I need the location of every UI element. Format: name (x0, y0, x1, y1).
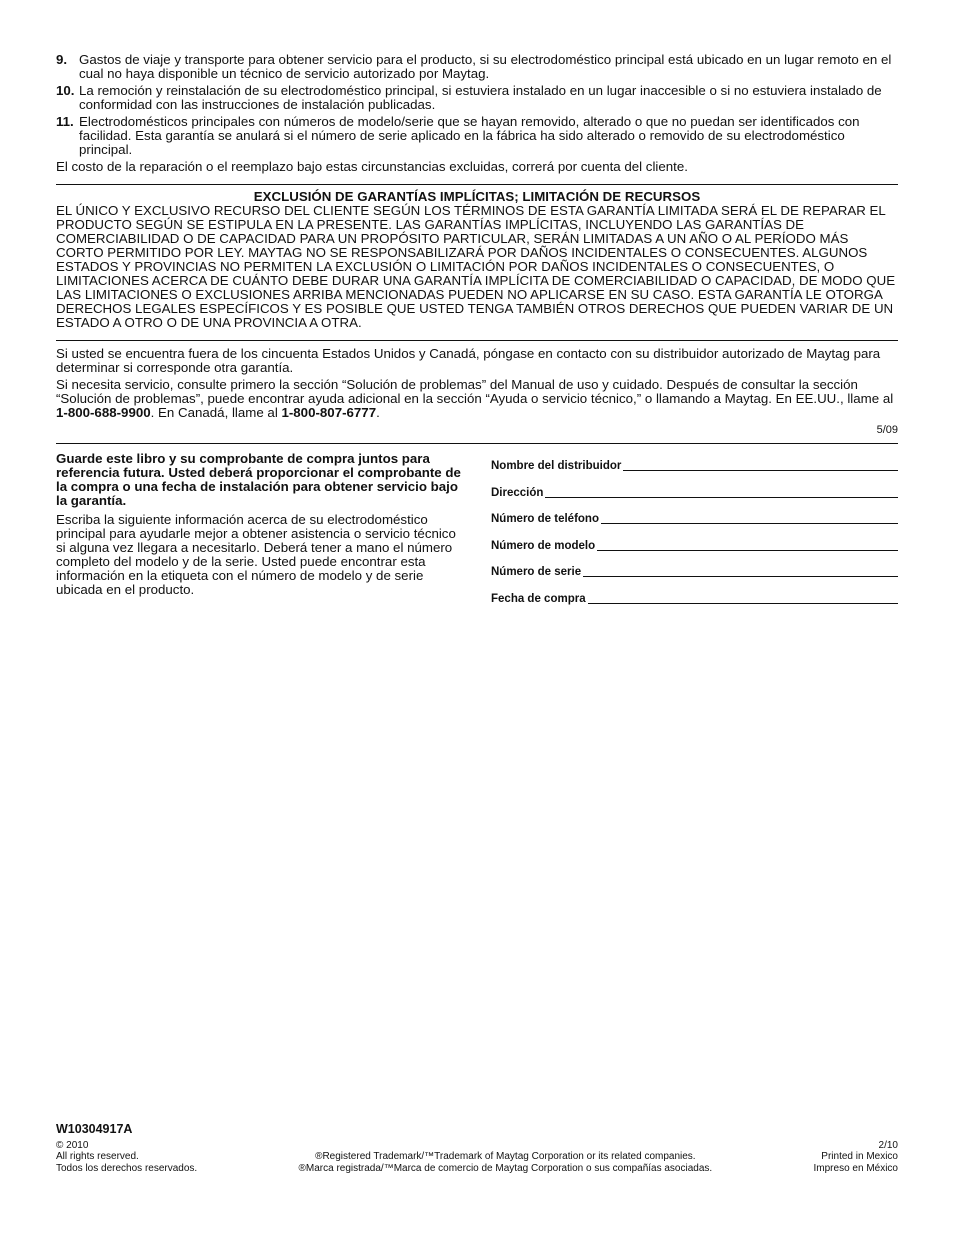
divider (56, 443, 898, 444)
footer-right (814, 1140, 898, 1175)
field-line[interactable] (583, 576, 898, 577)
rights-reserved-en: All rights reserved. (56, 1151, 139, 1162)
item-number: 10. (56, 83, 75, 98)
field-label: Dirección (491, 486, 544, 499)
trademark-es: ®Marca registrada/™Marca de comercio de Maytag Corporation o sus compañías asociadas. (298, 1162, 713, 1174)
revision-code: 5/09 (876, 424, 898, 436)
document-code: W10304917A (56, 1122, 133, 1136)
field-address[interactable] (491, 486, 898, 500)
cost-note: El costo de la reparación o el reemplazo bajo estas circunstancias excluidas, correrá por cuenta del cliente. (56, 159, 688, 174)
field-line[interactable] (601, 523, 898, 524)
item-text: Gastos de viaje y transporte para obtener servicio para el producto, si su electrodoméstico principal está ubicado en un lugar remoto en el cual no haya disponible un técnico de servicio autorizado por Maytag. (79, 52, 892, 81)
service-text-middle: . En Canadá, llame al (150, 405, 282, 420)
record-form (491, 452, 898, 619)
field-label: Número de modelo (491, 539, 596, 552)
us-phone-number: 1-800-688-9900 (56, 405, 151, 420)
divider (56, 184, 898, 185)
copyright-year: © 2010 (56, 1139, 89, 1151)
item-text: La remoción y reinstalación de su electrodoméstico principal, si estuviera instalado en un lugar inaccesible o si no estuviera instalado de conformidad con las instrucciones de instalación publicadas. (79, 83, 882, 112)
field-model-number[interactable] (491, 539, 898, 553)
item-number: 9. (56, 52, 68, 67)
item-text: Electrodomésticos principales con números de modelo/serie que se hayan removido, alterado o que no puedan ser identificados con facilidad. Esta garantía se anulará si el número de serie aplicado en la fábrica ha sido alterado o removido de su electrodoméstico principal. (79, 114, 860, 157)
field-line[interactable] (597, 550, 898, 551)
exclusion-item-9 (56, 53, 898, 81)
exclusion-body: EL ÚNICO Y EXCLUSIVO RECURSO DEL CLIENTE SEGÚN LOS TÉRMINOS DE ESTA GARANTÍA LIMITADA SERÁ EL DE REPARAR EL PRODUCTO SEGÚN SE ESTIPULA EN LA PRESENTE. LAS GARANTÍAS IMPLÍCITAS, INCLUYENDO LAS GARANTÍAS DE COMERCIABILIDAD O DE CAPACIDAD PARA UN PROPÓSITO PARTICULAR, SERÁN LIMITADAS A UN AÑO O AL PERÍODO MÁS CORTO PERMITIDO POR LEY. MAYTAG NO SE RESPONSABILIZARÁ POR DAÑOS INCIDENTALES O CONSECUENTES. ALGUNOS ESTADOS Y PROVINCIAS NO PERMITEN LA EXCLUSIÓN O LIMITACIÓN POR DAÑOS INCIDENTALES O CONSECUENTES, O LIMITACIONES ACERCA DE CUÁNTO DEBE DURAR UNA GARANTÍA IMPLÍCITA DE COMERCIABILIDAD O CAPACIDAD, DE MODO QUE LAS LIMITACIONES O EXCLUSIONES ARRIBA MENCIONADAS PUEDEN NO APLICARSE EN SU CASO. ESTA GARANTÍA LE OTORGA DERECHOS LEGALES ESPECÍFICOS Y ES POSIBLE QUE USTED TENGA TAMBIÉN OTROS DERECHOS QUE PUEDEN VARIAR DE UN ESTADO A OTRO O DE UNA PROVINCIA A OTRA. (56, 203, 896, 330)
keep-note (56, 452, 466, 619)
service-text-after: . (376, 405, 380, 420)
rights-reserved-es: Todos los derechos reservados. (56, 1162, 198, 1174)
field-serial-number[interactable] (491, 565, 898, 579)
exclusion-item-11 (56, 115, 898, 157)
service-note (56, 378, 898, 420)
divider (56, 340, 898, 341)
print-date: 2/10 (878, 1139, 898, 1151)
field-phone-number[interactable] (491, 512, 898, 526)
page-footer (56, 1124, 898, 1174)
item-number: 11. (56, 114, 74, 129)
field-line[interactable] (588, 603, 898, 604)
service-text-before: Si necesita servicio, consulte primero la sección “Solución de problemas” del Manual de uso y cuidado. Después de consultar la sección “Solución de problemas”, puede encontrar ayuda adicional en la sección “Ayuda o servicio técnico,” o llamando a Maytag. En EE.UU., llame al (56, 377, 894, 406)
keep-note-bold: Guarde este libro y su comprobante de compra juntos para referencia futura. Usted deberá proporcionar el comprobante de la compra o una fecha de instalación para obtener servicio bajo la garantía. (56, 451, 461, 508)
trademark-en: ®Registered Trademark/™Trademark of Maytag Corporation or its related companies. (315, 1151, 696, 1162)
exclusion-item-10 (56, 84, 898, 112)
document-page (56, 53, 898, 619)
field-label: Número de teléfono (491, 513, 599, 526)
outside-note: Si usted se encuentra fuera de los cincuenta Estados Unidos y Canadá, póngase en contacto con su distribuidor autorizado de Maytag para determinar si corresponde otra garantía. (56, 346, 881, 375)
footer-center (299, 1140, 713, 1175)
records-section (56, 452, 898, 619)
printed-in-es: Impreso en México (813, 1162, 898, 1174)
footer-row (56, 1140, 898, 1175)
keep-note-body: Escriba la siguiente información acerca de su electrodoméstico principal para ayudarle mejor a obtener asistencia o servicio técnico si alguna vez llegara a necesitarlo. Deberá tener a mano el número completo del modelo y de la serie. Usted puede encontrar esta información en la etiqueta con el número de modelo y de serie ubicada en el producto. (56, 512, 456, 597)
field-label: Número de serie (491, 566, 582, 579)
field-distributor-name[interactable] (491, 459, 898, 473)
footer-left (56, 1140, 197, 1175)
exclusion-title: EXCLUSIÓN DE GARANTÍAS IMPLÍCITAS; LIMITACIÓN DE RECURSOS (253, 189, 701, 204)
field-label: Fecha de compra (491, 592, 586, 605)
contact-section (56, 347, 898, 437)
canada-phone-number: 1-800-807-6777 (281, 405, 377, 420)
field-label: Nombre del distribuidor (491, 460, 622, 472)
printed-in-en: Printed in Mexico (821, 1151, 898, 1162)
field-line[interactable] (545, 497, 898, 498)
field-purchase-date[interactable] (491, 592, 898, 606)
field-line[interactable] (623, 470, 898, 471)
